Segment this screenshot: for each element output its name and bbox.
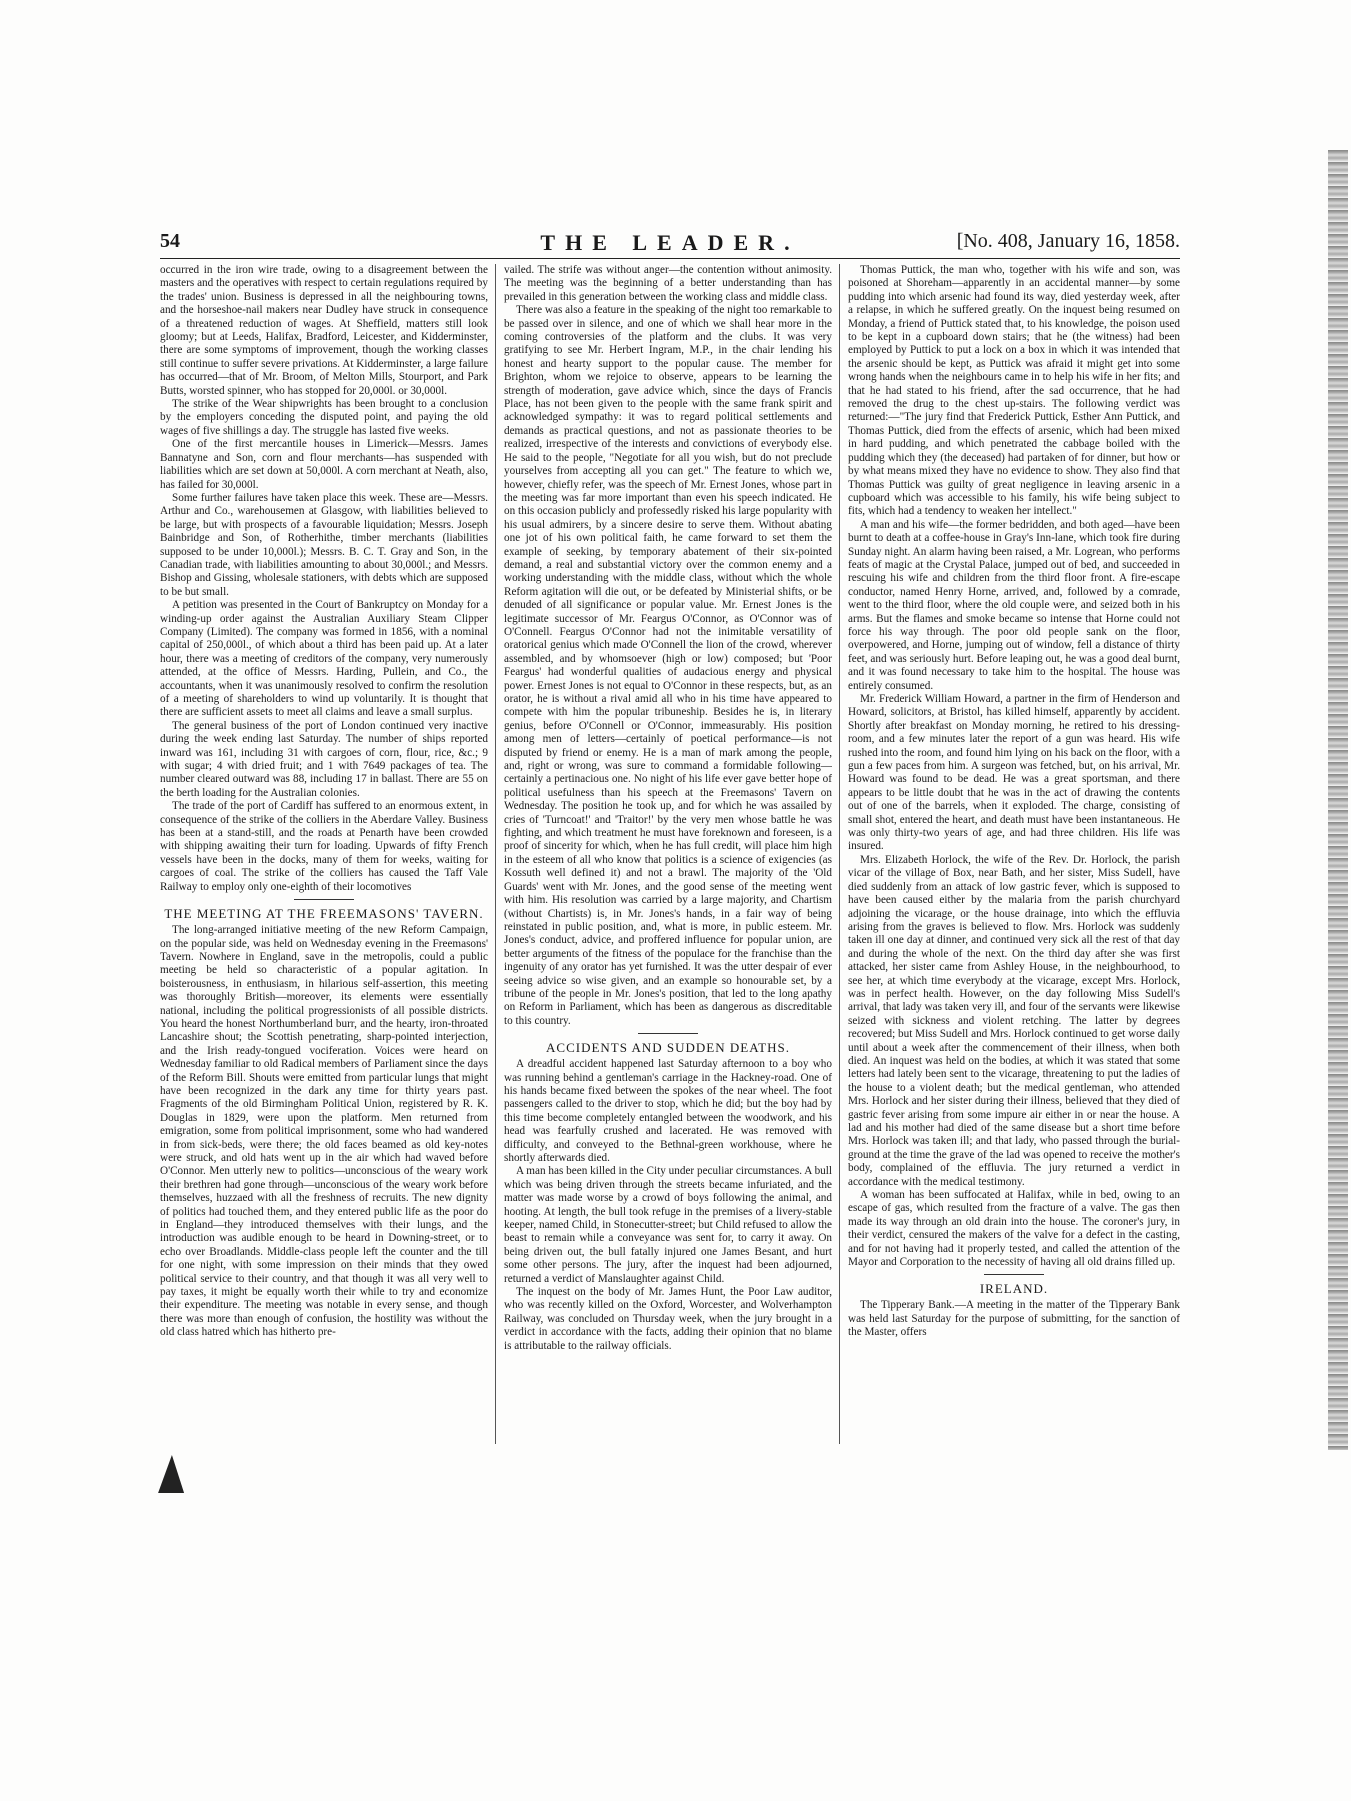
paragraph: vailed. The strife was without anger—the contention without animosity. The meeting was the beginning of a better understanding than has prevailed in this generation between the working class and middle class.: [504, 264, 832, 303]
page-number: 54: [160, 230, 180, 252]
paragraph: Some further failures have taken place this week. These are—Messrs. Arthur and Co., warehousemen at Glasgow, with liabilities believed to be large, but with prospects of a favourable liquidation; Messrs. Joseph Bainbridge and Son, of Rotherhithe, timber merchants (liabilities supposed to be under 10,000l.); Messrs. B. C. T. Gray and Son, in the Canadian trade, with liabilities amounting to about 30,000l.; and Messrs. Bishop and Gissing, wholesale stationers, with debts which are supposed to be but small.: [160, 491, 488, 598]
paragraph: The long-arranged initiative meeting of the new Reform Campaign, on the popular side, was held on Wednesday evening in the Freemasons' Tavern. Nowhere in England, save in the metropolis, could a public meeting be held so characteristic of a popular agitation. In boisterousness, in enthusiasm, in hilarious self-assertion, this meeting was thoroughly British—moreover, its elements were essentially national, including the political progressionists of all possible districts. You heard the honest Northumberland burr, and the hearty, iron-throated Lancashire shout; the Scottish penetrating, sharp-pointed interjection, and the Irish ready-tongued vociferation. Voices were heard on Wednesday familiar to old Radical members of Parliament since the days of the Reform Bill. Shouts were emitted from particular lungs that might have been recognized in the dark any time for thirty years past. Fragments of the old Birmingham Political Union, registered by R. K. Douglas in 1829, were upon the platform. Men returned from emigration, some from political imprisonment, some who had wandered in from sick-beds, were there; the old faces beamed as old key-notes were struck, and old hats went up in the air which had waved before O'Connor. Men utterly new to politics—unconscious of the weary work their brethren had gone through—unconscious of the weary work before themselves, huzzaed with all the freshness of recruits. The new dignity of politics had touched them, and they entered public life as the poor do in England—they introduced themselves with their lungs, and the introduction was audible enough to be heard in Downing-street, or to echo over Broadlands. Middle-class people left the counter and the till for one night, with some impression on their minds that they owed political service to their country, and that though it was all very well to pay taxes, it might be equally worth their while to try and economize their expenditure. The meeting was notable in every sense, and though there was more than enough of confusion, the hostility was without the old class hatred which has hitherto pre-: [160, 924, 488, 1339]
paragraph: A man and his wife—the former bedridden, and both aged—have been burnt to death at a coffee-house in Gray's Inn-lane, which took fire during Sunday night. An alarm having been raised, a Mr. Logrean, who performs feats of magic at the Crystal Palace, jumped out of bed, and succeeded in rescuing his wife and children from the third floor front. A fire-escape conductor, named Henry Horne, arrived, and, followed by a comrade, went to the third floor, where the old couple were, and seized both in his arms. But the flames and smoke became so intense that Horne could not force his way through. The poor old people sank on the floor, overpowered, and Horne, jumping out of window, fell a distance of thirty feet, and was seriously hurt. Before leaping out, he was a good deal burnt, and it was found necessary to take him to the hospital. The house was entirely consumed.: [848, 518, 1180, 692]
paragraph: A petition was presented in the Court of Bankruptcy on Monday for a winding-up order against the Australian Auxiliary Steam Clipper Company (Limited). The company was formed in 1856, with a nominal capital of 250,000l., of which about a third has been paid up. At a later hour, there was a meeting of creditors of the company, very numerously attended, at the office of Messrs. Harding, Pullein, and Co., the accountants, when it was unanimously resolved to confirm the resolution of a meeting of shareholders to wind up voluntarily. It is thought that there are sufficient assets to meet all claims and leave a small surplus.: [160, 599, 488, 719]
scan-edge-marks: [1328, 150, 1348, 1450]
paragraph: occurred in the iron wire trade, owing to a disagreement between the masters and the operatives with respect to certain regulations required by the trades' union. Business is depressed in all the neighbouring towns, and the horseshoe-nail makers near Dudley have struck in consequence of a threatened reduction of wages. At Sheffield, matters still look gloomy; but at Leeds, Halifax, Bradford, Leicester, and Kidderminster, there are some symptoms of improvement, though the working classes still continue to suffer severe privations. At Kidderminster, a large failure has occurred—that of Mr. Broom, of Melton Mills, Stourport, and Park Butts, worsted spinner, who has stopped for 20,000l. or 30,000l.: [160, 264, 488, 397]
column-2: [504, 264, 832, 1444]
paragraph: There was also a feature in the speaking of the night too remarkable to be passed over in silence, and one of which we shall hear more in the coming controversies of the platform and the clubs. It was very gratifying to see Mr. Herbert Ingram, M.P., in the chair lending his honest and hearty support to the popular cause. The member for Brighton, whom we rejoice to observe, appears to be learning the strength of moderation, gave advice which, since the days of Francis Place, has not been given to the people with the same frank spirit and acknowledged sympathy: it was to regard political settlements and demands as practical questions, and not as passionate theories to be realized, irrespective of the interests and convictions of everybody else. He said to the people, "Negotiate for all you wish, but do not preclude yourselves from accepting all you can get." The feature to which we, however, chiefly refer, was the speech of Mr. Ernest Jones, whose part in the meeting was far more important than even his speech indicated. He on this occasion publicly and professedly risked his large popularity with his usual admirers, by a sincere desire to serve them. Without abating one jot of his own political faith, he came forward to set them the example of seeking, by temporary abatement of their six-pointed demand, a real and substantial victory over the common enemy and a working understanding with the middle class, without which the whole Reform agitation will die out, or be defeated by Ministerial shifts, or be denuded of all significance or popular value. Mr. Ernest Jones is the legitimate successor of Mr. Feargus O'Connor, as O'Connor was of O'Connell. Feargus O'Connor had not the inimitable versatility of oratorical genius which made O'Connell the lion of the crowd, wherever assembled, and by whomsoever (high or low) composed; but 'Poor Feargus' had wonderful qualities of audacious energy and physical power. Ernest Jones is not equal to O'Connor in these respects, but, as an orator, he is without a rival amid all who in his time have appeared to compete with him the popular tribuneship. Besides he is, in literary genius, before O'Connell or O'Connor, immeasurably. His position among men of letters—certainly of poetical performance—is not disputed by friend or enemy. He is a man of mark among the people, and, right or wrong, was sure to command a formidable following—certainly a pertinacious one. No night of his life ever gave better hope of political usefulness than his speech at the Freemasons' Tavern on Wednesday. The position he took up, and for which he was assailed by cries of 'Turncoat!' and 'Traitor!' by the very men whose battle he was fighting, and which treatment he must have foreknown and foreseen, is a proof of sincerity for which, when he has full credit, will place him high in the esteem of all who know that politics is a science of exigencies (as Kossuth well defined it) and not a brawl. The majority of the 'Old Guards' went with Mr. Jones, and the good sense of the meeting went with him. His resolution was carried by a large majority, and Chartism (without Chartists) is, in Mr. Jones's hands, in a fair way of being reinstated in public position, and, what is more, in public esteem. Mr. Jones's conduct, advice, and proffered influence for popular union, are better arguments of the fitness of the populace for the franchise than the ingenuity of any orator has yet furnished. It was the utter despair of ever seeing advice so wise given, and an example so honourable set, by a tribune of the people in Mr. Jones's position, that led to the long apathy on Reform in Parliament, which has been as dangerous as discreditable to this country.: [504, 304, 832, 1027]
section-heading-ireland: IRELAND.: [979, 1281, 1049, 1297]
section-rule: [984, 1274, 1044, 1275]
column-3: [848, 264, 1180, 1444]
paragraph: The strike of the Wear shipwrights has been brought to a conclusion by the employers conceding the disputed point, and paying the old wages of five shillings a day. The struggle has lasted five weeks.: [160, 398, 488, 437]
column-divider: [495, 264, 496, 1444]
paragraph: Mr. Frederick William Howard, a partner in the firm of Henderson and Howard, solicitors, at Bristol, has killed himself, apparently by accident. Shortly after breakfast on Monday morning, he retired to his dressing-room, and a few minutes later the report of a gun was heard. His wife rushed into the room, and found him lying on his back on the floor, with a gun a few paces from him. A surgeon was fetched, but, on his arrival, Mr. Howard was found to be dead. He was a great sportsman, and there appears to be little doubt that he was in the act of drawing the contents out of one of the barrels, when it exploded. The charge, consisting of small shot, entered the heart, and death must have been instantaneous. He was only thirty-two years of age, and had three children. His life was insured.: [848, 693, 1180, 853]
paragraph: Mrs. Elizabeth Horlock, the wife of the Rev. Dr. Horlock, the parish vicar of the village of Box, near Bath, and her sister, Miss Sudell, have died suddenly from an attack of low gastric fever, which is supposed to have been caused either by the malaria from the parish churchyard adjoining the vicarage, or the house drainage, into which the effluvia arising from the graves is believed to flow. Mrs. Horlock was suddenly taken ill one day at dinner, and continued very sick all the rest of that day and during the whole of the next. On the third day after she was first attacked, her sister came from Ashley House, in the neighbourhood, to see her, at which time everybody at the vicarage, except Mrs. Horlock, was in perfect health. However, on the day following Miss Sudell's arrival, that lady was taken very ill, and four of the servants were likewise seized with sickness and violent retching. The latter by degrees recovered; but Miss Sudell and Mrs. Horlock continued to get worse daily until about a week after the commencement of their illness, when both died. An inquest was held on the bodies, at which it was stated that some letters had lately been sent to the vicarage, threatening to put the ladies of the house to a violent death; but the medical gentleman, who attended Mrs. Horlock and her sister during their illness, believed that they died of gastric fever arising from some impure air either in or near the house. A lad and his mother had died of the same disease but a short time before Mrs. Horlock was taken ill; and that lady, who passed through the burial-ground at the time the grave of the lad was opened to receive the mother's body, complained of the effluvia. The jury returned a verdict in accordance with the medical testimony.: [848, 853, 1180, 1188]
column-1: [160, 264, 488, 1444]
issue-info: [No. 408, January 16, 1858.: [956, 230, 1180, 252]
section-heading-accidents: ACCIDENTS AND SUDDEN DEATHS.: [546, 1040, 790, 1056]
section-rule: [638, 1033, 698, 1034]
scan-corner-mark: [158, 1455, 198, 1493]
paragraph: A dreadful accident happened last Saturday afternoon to a boy who was running behind a gentleman's carriage in the Hackney-road. One of his hands became fixed between the spokes of the near wheel. The foot passengers called to the driver to stop, which he did; but the boy had by this time become completely entangled between the woodwork, and his head was fearfully crushed and lacerated. He was removed with difficulty, and conveyed to the Bethnal-green workhouse, where he shortly afterwards died.: [504, 1058, 832, 1164]
section-heading-freemasons-tavern: THE MEETING AT THE FREEMASONS' TAVERN.: [164, 906, 484, 922]
paragraph: A man has been killed in the City under peculiar circumstances. A bull which was being driven through the streets became infuriated, and the matter was made worse by a crowd of boys following the animal, and hooting. At length, the bull took refuge in the premises of a livery-stable keeper, named Child, in Stonecutter-street; but Child refused to allow the beast to remain while a conveyance was sent for, to carry it away. On being driven out, the bull fatally injured one James Besant, and hurt some other persons. The jury, after the inquest had been adjourned, returned a verdict of Manslaughter against Child.: [504, 1165, 832, 1285]
masthead-title: THE LEADER.: [540, 230, 800, 255]
paragraph: One of the first mercantile houses in Limerick—Messrs. James Bannatyne and Son, corn and flour merchants—has suspended with liabilities which are set down at 50,000l. A corn merchant at Neath, also, has failed for 30,000l.: [160, 438, 488, 491]
paragraph: Thomas Puttick, the man who, together with his wife and son, was poisoned at Shoreham—apparently in an accidental manner—by some pudding into which arsenic had found its way, died yesterday week, after a relapse, in which he suffered greatly. On the inquest being resumed on Monday, a friend of Puttick stated that, to his knowledge, the poison used to be kept in a cupboard down stairs; that he (the witness) had been employed by Puttick to put a lock on a box in which it was intended that the arsenic should be kept, as Puttick was afraid it might get into some wrong hands when the neighbours came in to help his wife in her fits; and that he had stated to his friend, after the sad occurrence, that he had removed the drug to the chest up-stairs. The following verdict was returned:—"The jury find that Frederick Puttick, Esther Ann Puttick, and Thomas Puttick, died from the effects of arsenic, which had been mixed in hard pudding, and which penetrated the cabbage boiled with the pudding which they (the deceased) had partaken of for dinner, but how or by what means mixed they have no evidence to show. They also find that Thomas Puttick was guilty of great negligence in leaving arsenic in a cupboard which was accessible to his family, his wife being subject to fits, which had a tendency to weaken her intellect.": [848, 264, 1180, 518]
paragraph: A woman has been suffocated at Halifax, while in bed, owing to an escape of gas, which resulted from the fracture of a valve. The gas then made its way through an old drain into the house. The coroner's jury, in their verdict, censured the makers of the valve for a defect in the casting, and for not having had it properly tested, and called the attention of the Mayor and Corporation to the necessity of having all old drains filled up.: [848, 1189, 1180, 1269]
section-rule: [294, 899, 354, 900]
paragraph: The inquest on the body of Mr. James Hunt, the Poor Law auditor, who was recently killed on the Oxford, Worcester, and Wolverhampton Railway, was concluded on Thursday week, when the jury brought in a verdict in accordance with the facts, adding their opinion that no blame is attributable to the railway officials.: [504, 1286, 832, 1352]
paragraph: The general business of the port of London continued very inactive during the week ending last Saturday. The number of ships reported inward was 161, including 31 with cargoes of corn, flour, rice, &c.; 9 with sugar; 4 with dried fruit; and 1 with 7649 packages of tea. The number cleared outward was 88, including 17 in ballast. There are 55 on the berth loading for the Australian colonies.: [160, 719, 488, 799]
paragraph: The Tipperary Bank.—A meeting in the matter of the Tipperary Bank was held last Saturday for the purpose of submitting, for the sanction of the Master, offers: [848, 1299, 1180, 1339]
paragraph: The trade of the port of Cardiff has suffered to an enormous extent, in consequence of the strike of the colliers in the Aberdare Valley. Business has been at a stand-still, and the roads at Penarth have been crowded with shipping awaiting their turn for loading. Upwards of fifty French vessels have been in the docks, many of them for weeks, waiting for cargoes of coal. The strike of the colliers has caused the Taff Vale Railway to employ only one-eighth of their locomotives: [160, 800, 488, 893]
column-divider: [839, 264, 840, 1444]
page-header: [160, 230, 1180, 259]
